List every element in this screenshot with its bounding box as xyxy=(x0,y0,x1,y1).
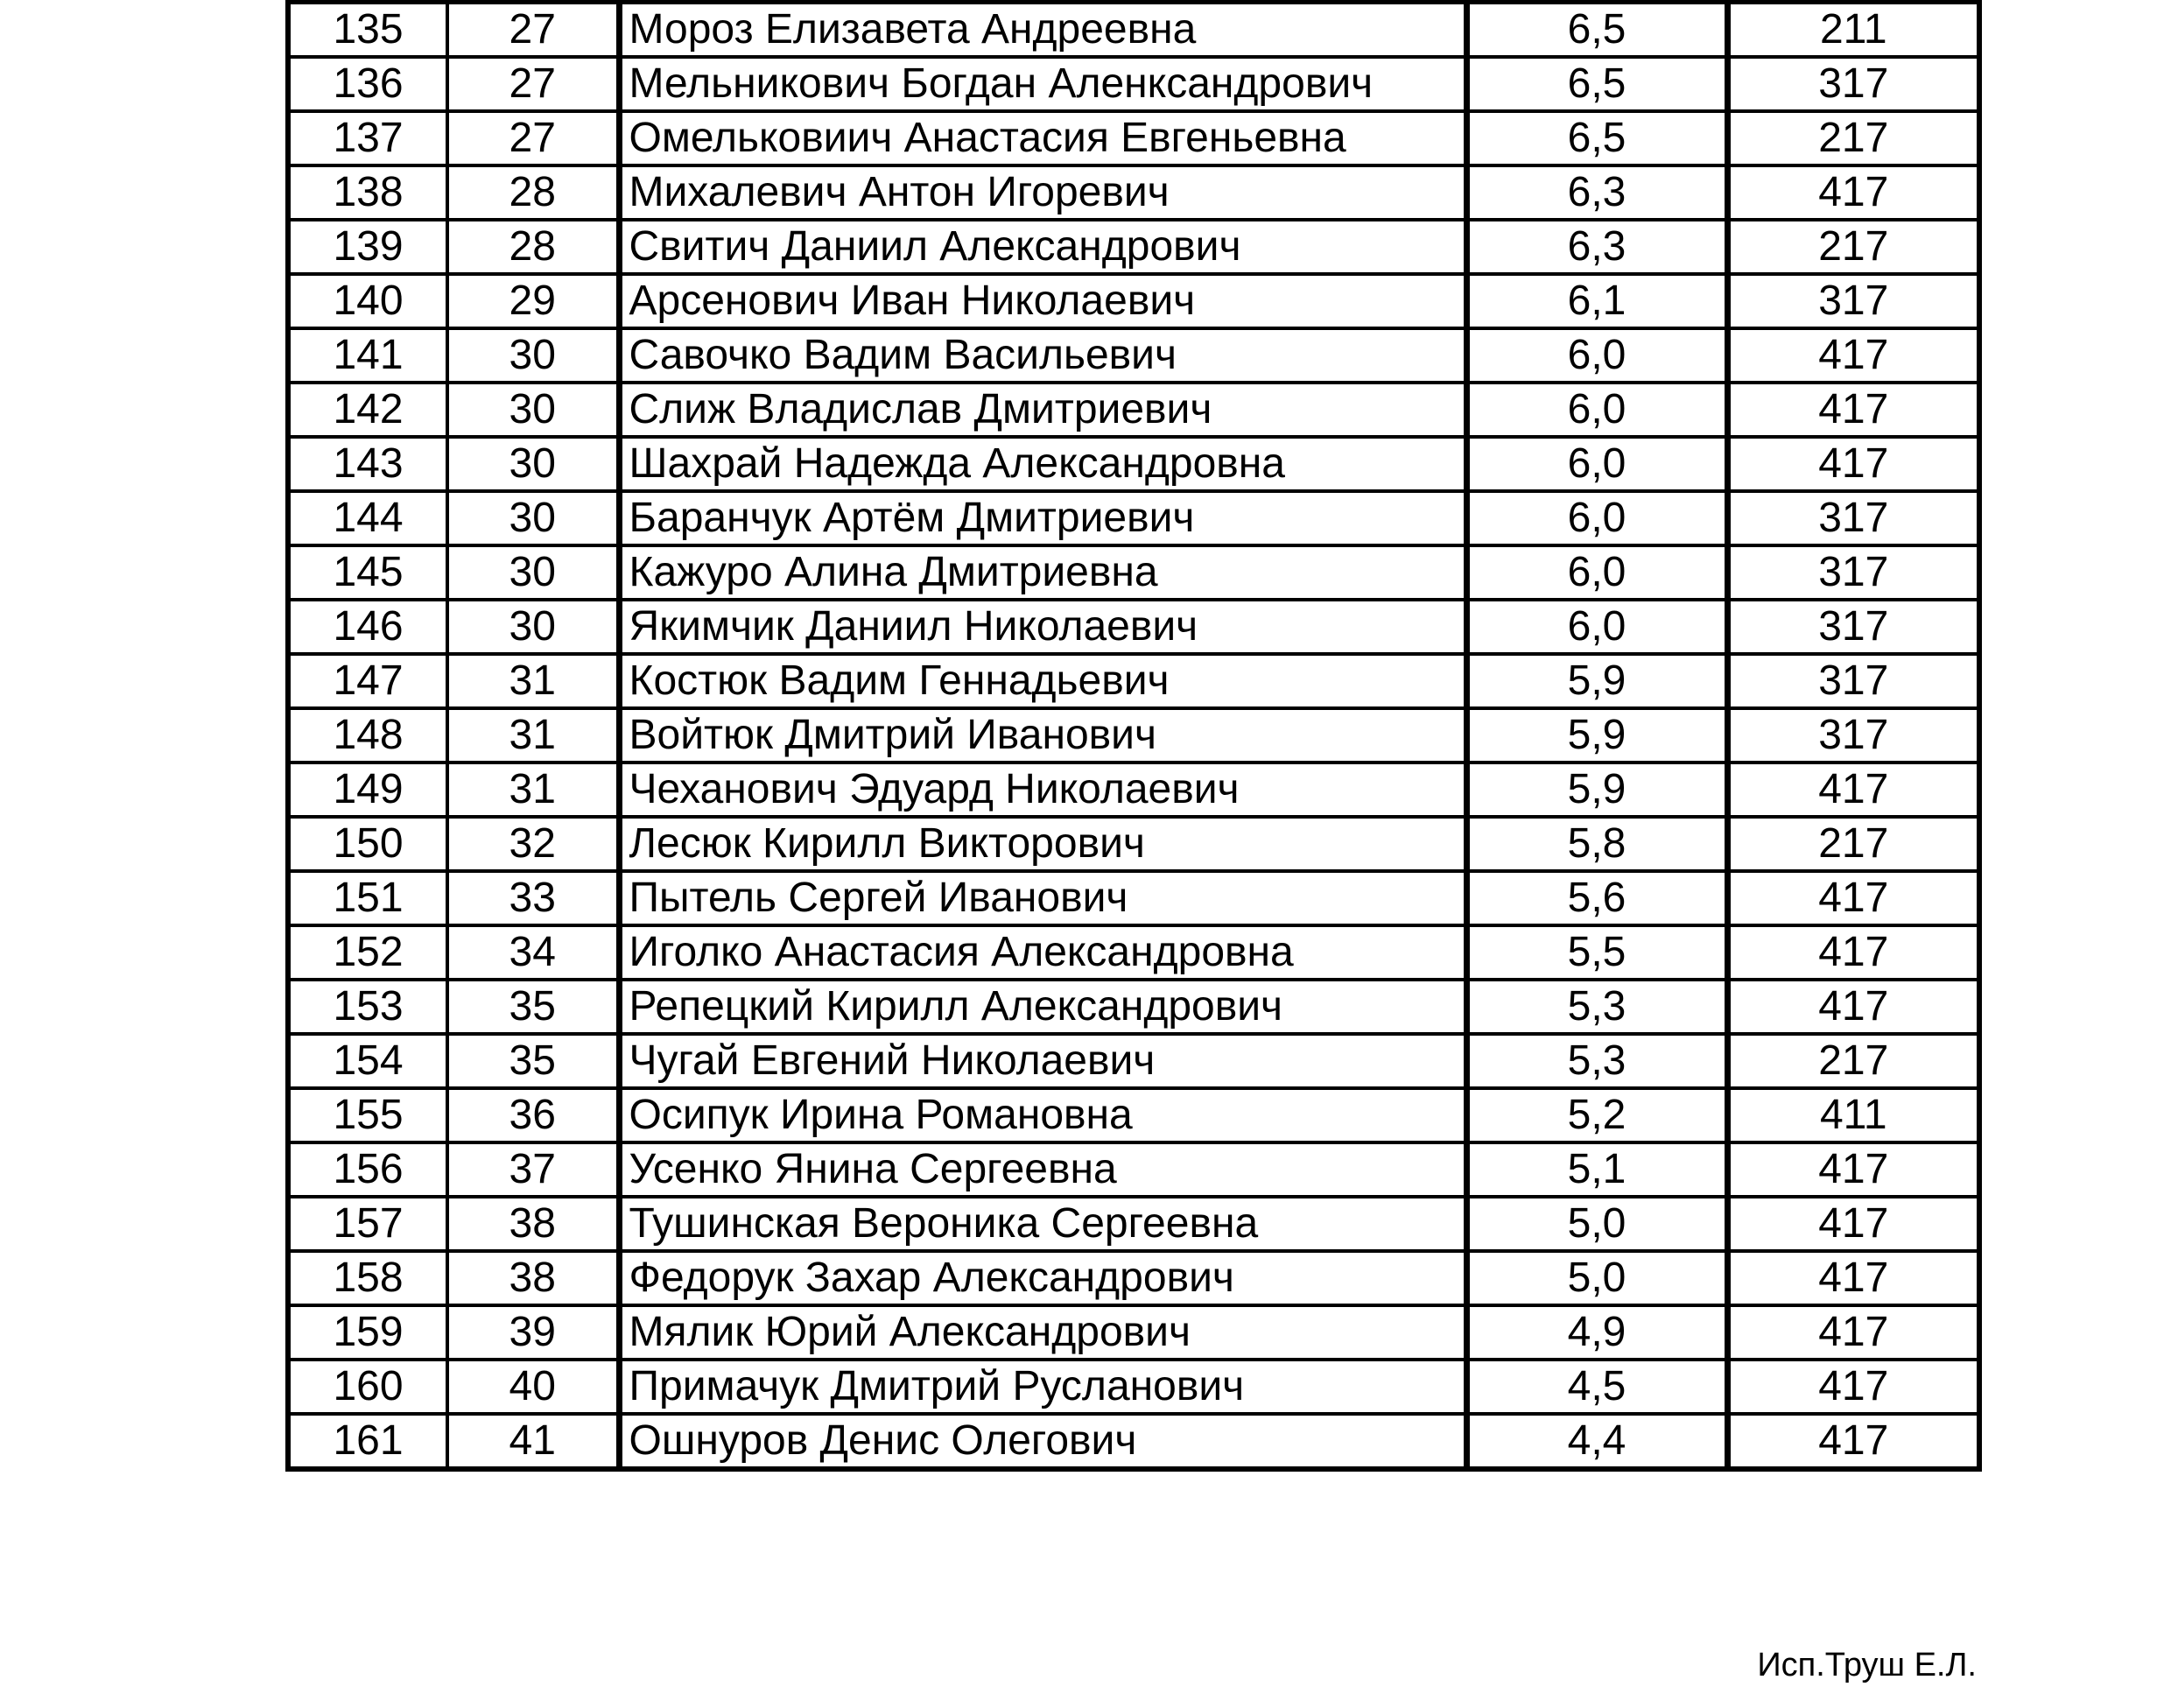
place-cell: 27 xyxy=(447,57,619,111)
row-number-cell: 142 xyxy=(288,383,447,437)
table-row xyxy=(288,1251,1979,1305)
results-body xyxy=(288,3,1979,1470)
table-row xyxy=(288,165,1979,220)
full-name-cell: Савочко Вадим Васильевич xyxy=(619,328,1466,383)
table-row xyxy=(288,274,1979,328)
group-cell: 417 xyxy=(1727,1197,1979,1251)
full-name-cell: Осипук Ирина Романовна xyxy=(619,1088,1466,1142)
full-name-cell: Ошнуров Денис Олегович xyxy=(619,1414,1466,1469)
table-row xyxy=(288,925,1979,980)
score-cell: 6,1 xyxy=(1466,274,1727,328)
group-cell: 217 xyxy=(1727,111,1979,165)
full-name-cell: Свитич Даниил Александрович xyxy=(619,220,1466,274)
full-name-cell: Мороз Елизавета Андреевна xyxy=(619,3,1466,58)
score-cell: 4,5 xyxy=(1466,1360,1727,1414)
score-cell: 5,5 xyxy=(1466,925,1727,980)
row-number-cell: 161 xyxy=(288,1414,447,1469)
score-cell: 6,0 xyxy=(1466,600,1727,654)
place-cell: 30 xyxy=(447,545,619,600)
score-cell: 5,8 xyxy=(1466,817,1727,871)
table-row xyxy=(288,1197,1979,1251)
group-cell: 417 xyxy=(1727,1305,1979,1360)
row-number-cell: 155 xyxy=(288,1088,447,1142)
row-number-cell: 138 xyxy=(288,165,447,220)
group-cell: 217 xyxy=(1727,220,1979,274)
place-cell: 41 xyxy=(447,1414,619,1469)
score-cell: 5,2 xyxy=(1466,1088,1727,1142)
group-cell: 417 xyxy=(1727,871,1979,925)
table-row xyxy=(288,3,1979,58)
full-name-cell: Пытель Сергей Иванович xyxy=(619,871,1466,925)
score-cell: 5,1 xyxy=(1466,1142,1727,1197)
score-cell: 6,0 xyxy=(1466,437,1727,491)
results-table xyxy=(285,0,1982,1472)
place-cell: 31 xyxy=(447,763,619,817)
score-cell: 6,5 xyxy=(1466,111,1727,165)
score-cell: 6,3 xyxy=(1466,220,1727,274)
full-name-cell: Михалевич Антон Игоревич xyxy=(619,165,1466,220)
place-cell: 35 xyxy=(447,1034,619,1088)
full-name-cell: Тушинская Вероника Сергеевна xyxy=(619,1197,1466,1251)
table-row xyxy=(288,328,1979,383)
score-cell: 5,9 xyxy=(1466,708,1727,763)
group-cell: 317 xyxy=(1727,274,1979,328)
table-row xyxy=(288,1142,1979,1197)
place-cell: 38 xyxy=(447,1251,619,1305)
full-name-cell: Мялик Юрий Александрович xyxy=(619,1305,1466,1360)
place-cell: 31 xyxy=(447,654,619,708)
full-name-cell: Чугай Евгений Николаевич xyxy=(619,1034,1466,1088)
score-cell: 5,0 xyxy=(1466,1197,1727,1251)
place-cell: 34 xyxy=(447,925,619,980)
score-cell: 6,0 xyxy=(1466,328,1727,383)
place-cell: 37 xyxy=(447,1142,619,1197)
score-cell: 6,5 xyxy=(1466,3,1727,58)
table-row xyxy=(288,1034,1979,1088)
score-cell: 6,3 xyxy=(1466,165,1727,220)
full-name-cell: Чеханович Эдуард Николаевич xyxy=(619,763,1466,817)
table-row xyxy=(288,220,1979,274)
full-name-cell: Войтюк Дмитрий Иванович xyxy=(619,708,1466,763)
group-cell: 211 xyxy=(1727,3,1979,58)
table-row xyxy=(288,1305,1979,1360)
table-row xyxy=(288,545,1979,600)
table-row xyxy=(288,383,1979,437)
full-name-cell: Якимчик Даниил Николаевич xyxy=(619,600,1466,654)
row-number-cell: 136 xyxy=(288,57,447,111)
score-cell: 5,9 xyxy=(1466,654,1727,708)
full-name-cell: Слиж Владислав Дмитриевич xyxy=(619,383,1466,437)
group-cell: 417 xyxy=(1727,925,1979,980)
table-row xyxy=(288,600,1979,654)
score-cell: 6,0 xyxy=(1466,545,1727,600)
group-cell: 317 xyxy=(1727,600,1979,654)
score-cell: 5,0 xyxy=(1466,1251,1727,1305)
row-number-cell: 158 xyxy=(288,1251,447,1305)
group-cell: 217 xyxy=(1727,1034,1979,1088)
table-row xyxy=(288,654,1979,708)
full-name-cell: Репецкий Кирилл Александрович xyxy=(619,980,1466,1034)
table-row xyxy=(288,1088,1979,1142)
place-cell: 27 xyxy=(447,111,619,165)
place-cell: 36 xyxy=(447,1088,619,1142)
score-cell: 5,3 xyxy=(1466,980,1727,1034)
group-cell: 417 xyxy=(1727,980,1979,1034)
row-number-cell: 154 xyxy=(288,1034,447,1088)
place-cell: 30 xyxy=(447,600,619,654)
place-cell: 27 xyxy=(447,3,619,58)
table-row xyxy=(288,437,1979,491)
place-cell: 30 xyxy=(447,437,619,491)
place-cell: 35 xyxy=(447,980,619,1034)
row-number-cell: 145 xyxy=(288,545,447,600)
row-number-cell: 146 xyxy=(288,600,447,654)
row-number-cell: 157 xyxy=(288,1197,447,1251)
full-name-cell: Примачук Дмитрий Русланович xyxy=(619,1360,1466,1414)
table-row xyxy=(288,708,1979,763)
row-number-cell: 150 xyxy=(288,817,447,871)
group-cell: 417 xyxy=(1727,165,1979,220)
group-cell: 317 xyxy=(1727,491,1979,545)
table-row xyxy=(288,817,1979,871)
place-cell: 28 xyxy=(447,165,619,220)
place-cell: 39 xyxy=(447,1305,619,1360)
row-number-cell: 143 xyxy=(288,437,447,491)
table-row xyxy=(288,57,1979,111)
signature: Исп.Труш Е.Л. xyxy=(1757,1647,1977,1683)
row-number-cell: 151 xyxy=(288,871,447,925)
group-cell: 411 xyxy=(1727,1088,1979,1142)
group-cell: 317 xyxy=(1727,57,1979,111)
group-cell: 417 xyxy=(1727,1360,1979,1414)
place-cell: 30 xyxy=(447,328,619,383)
table-row xyxy=(288,111,1979,165)
row-number-cell: 144 xyxy=(288,491,447,545)
table-row xyxy=(288,871,1979,925)
table-row xyxy=(288,1414,1979,1469)
full-name-cell: Федорук Захар Александрович xyxy=(619,1251,1466,1305)
score-cell: 6,5 xyxy=(1466,57,1727,111)
row-number-cell: 137 xyxy=(288,111,447,165)
row-number-cell: 160 xyxy=(288,1360,447,1414)
group-cell: 417 xyxy=(1727,763,1979,817)
table-row xyxy=(288,763,1979,817)
row-number-cell: 153 xyxy=(288,980,447,1034)
group-cell: 417 xyxy=(1727,437,1979,491)
row-number-cell: 148 xyxy=(288,708,447,763)
full-name-cell: Усенко Янина Сергеевна xyxy=(619,1142,1466,1197)
table-row xyxy=(288,1360,1979,1414)
place-cell: 28 xyxy=(447,220,619,274)
row-number-cell: 140 xyxy=(288,274,447,328)
score-cell: 5,9 xyxy=(1466,763,1727,817)
full-name-cell: Лесюк Кирилл Викторович xyxy=(619,817,1466,871)
group-cell: 317 xyxy=(1727,708,1979,763)
group-cell: 217 xyxy=(1727,817,1979,871)
place-cell: 30 xyxy=(447,491,619,545)
row-number-cell: 135 xyxy=(288,3,447,58)
score-cell: 5,6 xyxy=(1466,871,1727,925)
place-cell: 32 xyxy=(447,817,619,871)
group-cell: 417 xyxy=(1727,1414,1979,1469)
full-name-cell: Шахрай Надежда Александровна xyxy=(619,437,1466,491)
place-cell: 38 xyxy=(447,1197,619,1251)
table-row xyxy=(288,980,1979,1034)
group-cell: 417 xyxy=(1727,1142,1979,1197)
row-number-cell: 147 xyxy=(288,654,447,708)
full-name-cell: Костюк Вадим Геннадьевич xyxy=(619,654,1466,708)
full-name-cell: Иголко Анастасия Александровна xyxy=(619,925,1466,980)
group-cell: 317 xyxy=(1727,545,1979,600)
score-cell: 5,3 xyxy=(1466,1034,1727,1088)
row-number-cell: 152 xyxy=(288,925,447,980)
group-cell: 417 xyxy=(1727,383,1979,437)
score-cell: 4,9 xyxy=(1466,1305,1727,1360)
place-cell: 40 xyxy=(447,1360,619,1414)
place-cell: 33 xyxy=(447,871,619,925)
row-number-cell: 149 xyxy=(288,763,447,817)
place-cell: 31 xyxy=(447,708,619,763)
row-number-cell: 139 xyxy=(288,220,447,274)
row-number-cell: 156 xyxy=(288,1142,447,1197)
place-cell: 29 xyxy=(447,274,619,328)
group-cell: 417 xyxy=(1727,328,1979,383)
row-number-cell: 159 xyxy=(288,1305,447,1360)
full-name-cell: Баранчук Артём Дмитриевич xyxy=(619,491,1466,545)
score-cell: 4,4 xyxy=(1466,1414,1727,1469)
place-cell: 30 xyxy=(447,383,619,437)
score-cell: 6,0 xyxy=(1466,383,1727,437)
row-number-cell: 141 xyxy=(288,328,447,383)
full-name-cell: Омельковиич Анастасия Евгеньевна xyxy=(619,111,1466,165)
score-cell: 6,0 xyxy=(1466,491,1727,545)
table-row xyxy=(288,491,1979,545)
group-cell: 417 xyxy=(1727,1251,1979,1305)
full-name-cell: Кажуро Алина Дмитриевна xyxy=(619,545,1466,600)
full-name-cell: Мельникович Богдан Аленксандрович xyxy=(619,57,1466,111)
full-name-cell: Арсенович Иван Николаевич xyxy=(619,274,1466,328)
group-cell: 317 xyxy=(1727,654,1979,708)
